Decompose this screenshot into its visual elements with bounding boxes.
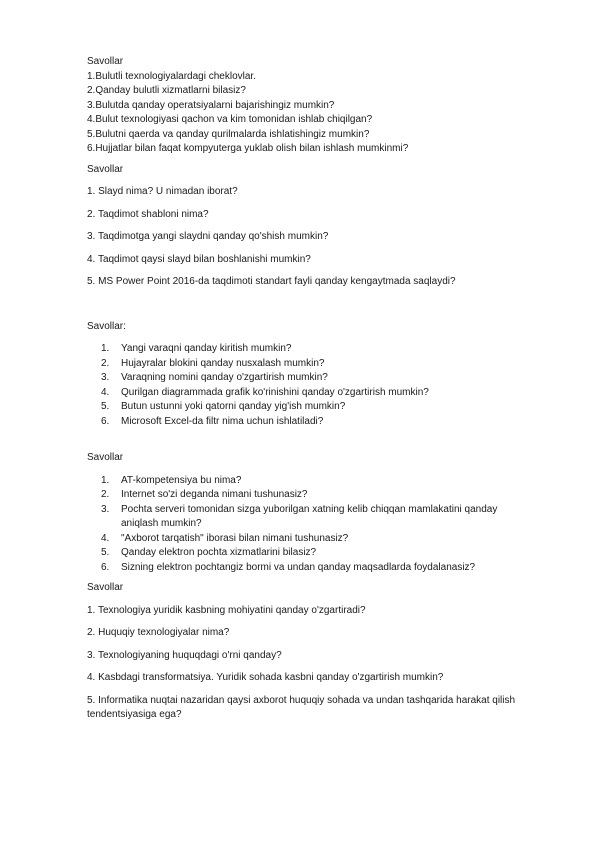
list-item: 3. Pochta serveri tomonidan sizga yuborilgan xatning kelib chiqqan mamlakatini qanday aniqlash mumkin?: [101, 503, 498, 529]
section-heading: Savollar: [87, 452, 124, 463]
question-item: 1.Bulutli texnologiyalardagi cheklovlar.: [87, 70, 256, 82]
list-item: 4. "Axborot tarqatish" iborasi bilan nimani tushunasiz?: [101, 532, 349, 544]
list-item: 2. Internet so'zi deganda nimani tushunasiz?: [101, 489, 308, 500]
numbered-list: [87, 342, 527, 429]
list-item: 5. Qanday elektron pochta xizmatlarini bilasiz?: [101, 547, 317, 558]
question-item: 4. Kasbdagi transformatsiya. Yuridik sohada kasbni qanday o'zgartirish mumkin?: [87, 672, 444, 683]
question-item: 5.Bulutni qaerda va qanday qurilmalarda ishlatishingiz mumkin?: [87, 128, 370, 140]
list-item: 3. Varaqning nomini qanday o'zgartirish mumkin?: [101, 372, 328, 383]
section-heading: Savollar: [87, 163, 124, 175]
document-body: [87, 55, 527, 731]
question-item: 3.Bulutda qanday operatsiyalarni bajarishingiz mumkin?: [87, 99, 335, 111]
question-item: 1. Texnologiya yuridik kasbning mohiyatini qanday o'zgartiradi?: [87, 604, 366, 616]
list-item: 4. Qurilgan diagrammada grafik ko'rinishini qanday o'zgartirish mumkin?: [101, 386, 429, 398]
section-heading: Savollar: [87, 56, 124, 67]
question-item: 4.Bulut texnologiyasi qachon va kim tomonidan ishlab chiqilgan?: [87, 114, 373, 125]
section-heading: Savollar:: [87, 320, 126, 332]
question-item: 4. Taqdimot qaysi slayd bilan boshlanishi mumkin?: [87, 253, 311, 265]
list-item: 5. Butun ustunni yoki qatorni qanday yig'ish mumkin?: [101, 401, 346, 412]
question-item: 3. Texnologiyaning huquqdagi o'rni qanday?: [87, 649, 282, 661]
question-item: 2.Qanday bulutli xizmatlarni bilasiz?: [87, 85, 246, 96]
question-item: 1. Slayd nima? U nimadan iborat?: [87, 186, 238, 197]
list-item: 6. Microsoft Excel-da filtr nima uchun ishlatiladi?: [101, 415, 324, 427]
question-item: 2. Huquqiy texnologiyalar nima?: [87, 627, 230, 638]
list-item: 1. Yangi varaqni qanday kiritish mumkin?: [101, 343, 292, 354]
question-item: 3. Taqdimotga yangi slaydni qanday qo'shish mumkin?: [87, 231, 329, 242]
question-item: 5. MS Power Point 2016-da taqdimoti standart fayli qanday kengaytmada saqlaydi?: [87, 276, 456, 287]
question-item: 2. Taqdimot shabloni nima?: [87, 208, 209, 220]
question-item: 6.Hujjatlar bilan faqat kompyuterga yuklab olish bilan ishlash mumkinmi?: [87, 143, 409, 154]
list-item: 6. Sizning elektron pochtangiz bormi va undan qanday maqsadlarda foydalanasiz?: [101, 561, 476, 573]
section-heading: Savollar: [87, 582, 124, 593]
list-item: 1. AT-kompetensiya bu nima?: [101, 474, 242, 486]
numbered-list: [87, 474, 527, 576]
list-item: 2. Hujayralar blokini qanday nusxalash mumkin?: [101, 357, 325, 369]
question-item: 5. Informatika nuqtai nazaridan qaysi axborot huquqiy sohada va undan tashqarida harakat qilish tendentsiyasiga ega?: [87, 694, 516, 720]
